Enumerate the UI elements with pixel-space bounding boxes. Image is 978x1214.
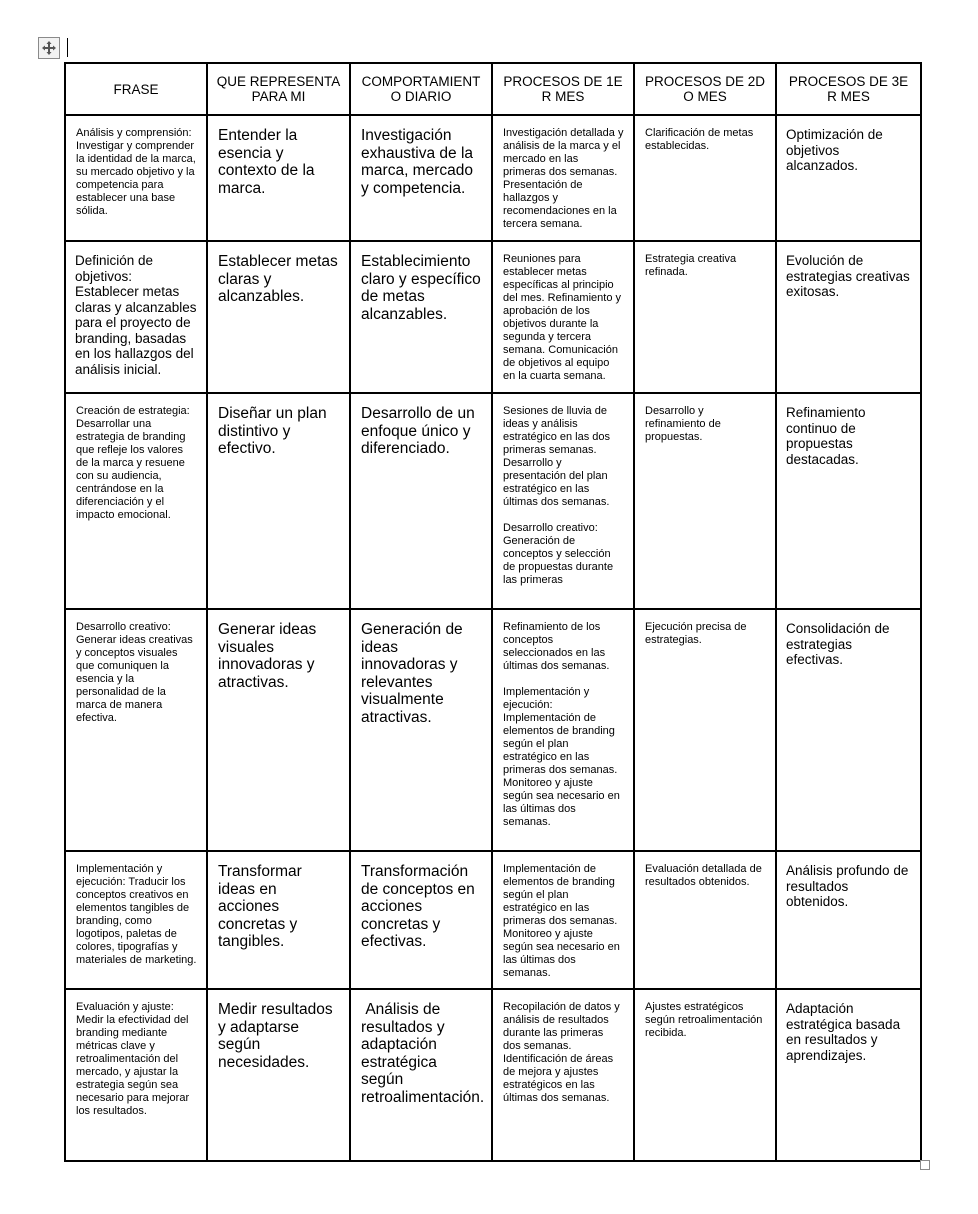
header-mes1[interactable]: PROCESOS DE 1ER MES — [492, 63, 634, 115]
cell-mes1[interactable]: Investigación detallada y análisis de la marca y el mercado en las primeras dos semanas. Presentación de hallazgos y recomendaciones en la tercera semana. — [492, 115, 634, 241]
cell-paragraph: Desarrollo creativo: Generación de conceptos y selección de propuestas durante las primeras — [503, 522, 614, 586]
table-row — [65, 393, 921, 609]
cell-paragraph: Refinamiento de los conceptos seleccionados en las últimas dos semanas. — [503, 621, 610, 672]
cell-mes2[interactable]: Desarrollo y refinamiento de propuestas. — [634, 393, 776, 609]
table-row — [65, 115, 921, 241]
cell-comportamiento[interactable]: Establecimiento claro y específico de metas alcanzables. — [350, 241, 492, 393]
cell-paragraph: Sesiones de lluvia de ideas y análisis estratégico en las dos primeras semanas. Desarrollo y presentación del plan estratégico en las últimas dos semanas. — [503, 405, 611, 508]
cell-mes1[interactable]: Implementación de elementos de branding según el plan estratégico en las primeras dos semanas. Monitoreo y ajuste según sea necesario en las últimas dos semanas. — [492, 851, 634, 989]
cell-mes2[interactable]: Clarificación de metas establecidas. — [634, 115, 776, 241]
cell-frase[interactable]: Creación de estrategia: Desarrollar una estrategia de branding que refleje los valores de la marca y resuene con su audiencia, centrándose en la diferenciación y el impacto emocional. — [65, 393, 207, 609]
header-comportamiento[interactable]: COMPORTAMIENTO DIARIO — [350, 63, 492, 115]
cell-comportamiento[interactable]: Investigación exhaustiva de la marca, mercado y competencia. — [350, 115, 492, 241]
cell-frase[interactable]: Implementación y ejecución: Traducir los conceptos creativos en elementos tangibles de branding, como logotipos, paletas de colores, tipografías y materiales de marketing. — [65, 851, 207, 989]
cell-representa[interactable]: Medir resultados y adaptarse según necesidades. — [207, 989, 350, 1161]
cell-representa[interactable]: Generar ideas visuales innovadoras y atractivas. — [207, 609, 350, 851]
cell-mes3[interactable]: Análisis profundo de resultados obtenidos. — [776, 851, 921, 989]
table-header-row — [65, 63, 921, 115]
cell-paragraph: Implementación y ejecución: Implementación de elementos de branding según el plan estratégico en las primeras dos semanas. Monitoreo y ajuste según sea necesario en las últimas dos semanas. — [503, 686, 620, 828]
cell-frase[interactable]: Definición de objetivos: Establecer metas claras y alcanzables para el proyecto de branding, basadas en los hallazgos del análisis inicial. — [65, 241, 207, 393]
cell-mes3[interactable]: Refinamiento continuo de propuestas destacadas. — [776, 393, 921, 609]
cell-mes1[interactable] — [492, 393, 634, 609]
cell-mes2[interactable]: Ajustes estratégicos según retroalimentación recibida. — [634, 989, 776, 1161]
cell-mes3[interactable]: Adaptación estratégica basada en resultados y aprendizajes. — [776, 989, 921, 1161]
header-mes2[interactable]: PROCESOS DE 2DO MES — [634, 63, 776, 115]
cell-mes1[interactable]: Recopilación de datos y análisis de resultados durante las primeras dos semanas. Identificación de áreas de mejora y ajustes estratégicos en las últimas dos semanas. — [492, 989, 634, 1161]
cell-comportamiento[interactable]: Transformación de conceptos en acciones concretas y efectivas. — [350, 851, 492, 989]
text-cursor — [67, 38, 68, 57]
table-move-handle-icon[interactable] — [38, 37, 60, 59]
table-row — [65, 609, 921, 851]
cell-mes3[interactable]: Optimización de objetivos alcanzados. — [776, 115, 921, 241]
table-row — [65, 851, 921, 989]
cell-comportamiento[interactable]: Análisis de resultados y adaptación estratégica según retroalimentación. — [350, 989, 492, 1161]
cell-mes2[interactable]: Estrategia creativa refinada. — [634, 241, 776, 393]
cell-representa[interactable]: Diseñar un plan distintivo y efectivo. — [207, 393, 350, 609]
cell-comportamiento[interactable]: Desarrollo de un enfoque único y diferenciado. — [350, 393, 492, 609]
cell-mes2[interactable]: Ejecución precisa de estrategias. — [634, 609, 776, 851]
cell-representa[interactable]: Establecer metas claras y alcanzables. — [207, 241, 350, 393]
cell-mes3[interactable]: Consolidación de estrategias efectivas. — [776, 609, 921, 851]
table-resize-handle[interactable] — [920, 1160, 930, 1170]
cell-representa[interactable]: Transformar ideas en acciones concretas y tangibles. — [207, 851, 350, 989]
cell-comportamiento[interactable]: Generación de ideas innovadoras y relevantes visualmente atractivas. — [350, 609, 492, 851]
table-row — [65, 241, 921, 393]
cell-representa[interactable]: Entender la esencia y contexto de la marca. — [207, 115, 350, 241]
cell-mes2[interactable]: Evaluación detallada de resultados obtenidos. — [634, 851, 776, 989]
cell-frase[interactable]: Desarrollo creativo: Generar ideas creativas y conceptos visuales que comuniquen la esencia y la personalidad de la marca de manera efectiva. — [65, 609, 207, 851]
header-representa[interactable]: QUE REPRESENTA PARA MI — [207, 63, 350, 115]
header-frase[interactable]: FRASE — [65, 63, 207, 115]
cell-mes3[interactable]: Evolución de estrategias creativas exitosas. — [776, 241, 921, 393]
table-row — [65, 989, 921, 1161]
cell-mes1[interactable] — [492, 609, 634, 851]
branding-plan-table — [64, 62, 922, 1162]
cell-mes1[interactable]: Reuniones para establecer metas específicas al principio del mes. Refinamiento y aprobación de los objetivos durante la segunda y tercera semana. Comunicación de objetivos al equipo en la cuarta semana. — [492, 241, 634, 393]
cell-frase[interactable]: Evaluación y ajuste: Medir la efectividad del branding mediante métricas clave y retroalimentación del mercado, y ajustar la estrategia según sea necesario para mejorar los resultados. — [65, 989, 207, 1161]
cell-frase[interactable]: Análisis y comprensión: Investigar y comprender la identidad de la marca, su mercado objetivo y la competencia para establecer una base sólida. — [65, 115, 207, 241]
header-mes3[interactable]: PROCESOS DE 3ER MES — [776, 63, 921, 115]
